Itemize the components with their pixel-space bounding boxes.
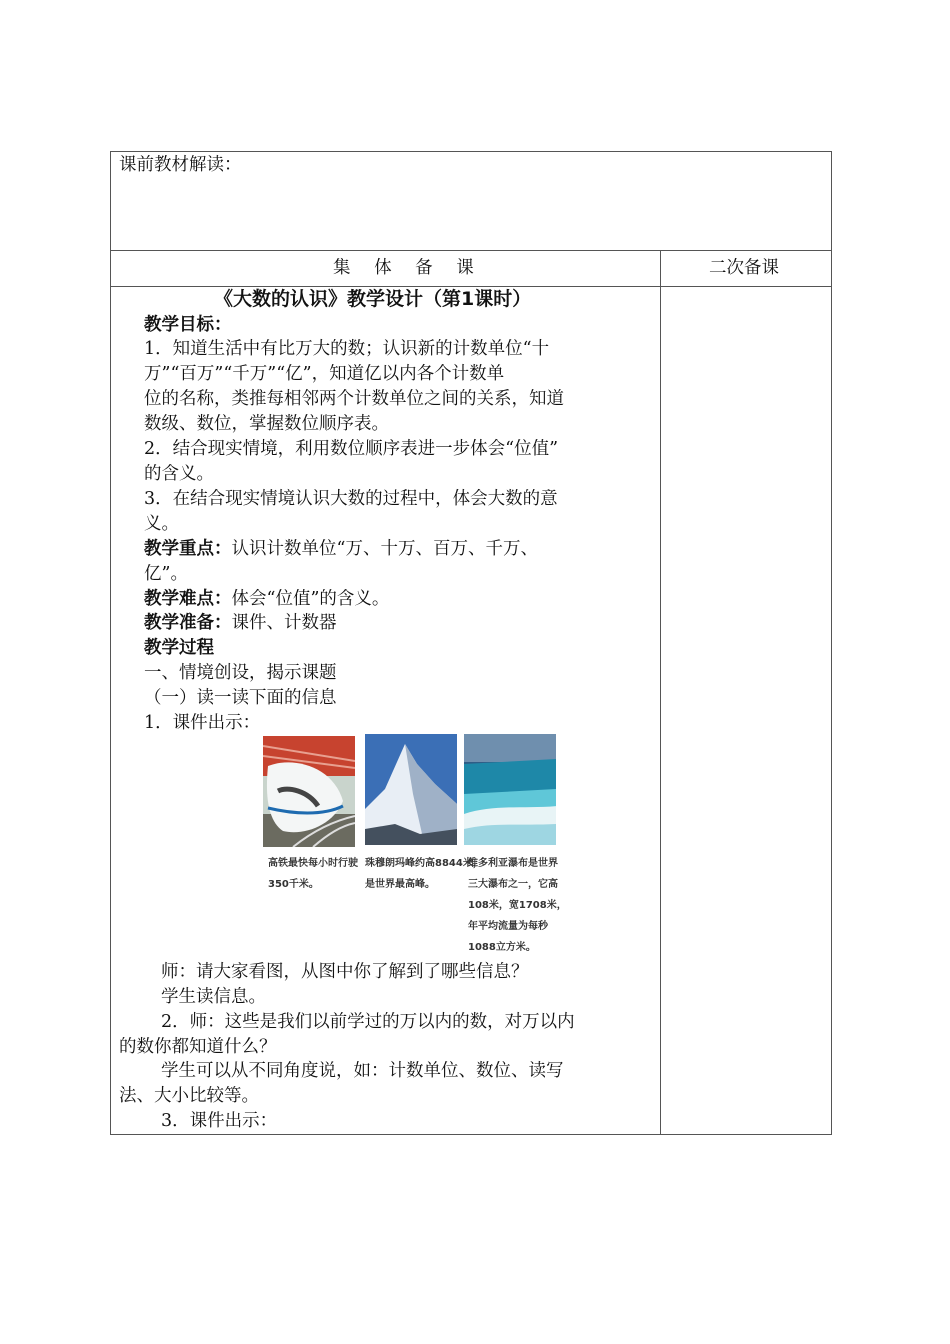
waterfall-image — [464, 734, 556, 845]
goals-heading: 教学目标： — [144, 315, 232, 335]
key-points — [144, 537, 538, 562]
step-3: 3．课件出示： — [161, 1111, 278, 1131]
key-points-label: 教学重点： — [144, 539, 232, 559]
train-caption: 高铁最快每小时行驶 350千米。 — [268, 858, 358, 890]
pre-reading-label: 课前教材解读： — [119, 155, 242, 175]
preparation-label: 教学准备： — [144, 613, 232, 633]
everest-caption: 珠穆朗玛峰约高8844米， 是世界最高峰。 — [365, 858, 483, 890]
student-answer-2: 学生可以从不同角度说，如：计数单位、数位、读写 — [161, 1061, 564, 1081]
student-answer-2-continued: 法、大小比较等。 — [119, 1086, 259, 1106]
difficulty-label: 教学难点： — [144, 589, 232, 609]
preparation — [144, 611, 337, 636]
key-points-text: 认识计数单位“万、十万、百万、千万、 — [231, 539, 538, 559]
column-divider — [660, 250, 661, 1134]
goal-line: 1．知道生活中有比万大的数；认识新的计数单位“十 — [144, 339, 550, 359]
teacher-question-2-continued: 的数你都知道什么？ — [119, 1037, 277, 1057]
row-divider-1 — [111, 250, 831, 251]
step-1: 1．课件出示： — [144, 713, 261, 733]
everest-image — [365, 734, 457, 845]
goal-line: 2．结合现实情境，利用数位顺序表进一步体会“位值” — [144, 439, 559, 459]
collective-prep-header: 集 体 备 课 — [333, 258, 483, 278]
key-points-continued: 亿”。 — [144, 564, 188, 584]
goal-line: 3．在结合现实情境认识大数的过程中，体会大数的意 — [144, 489, 558, 509]
difficulty — [144, 587, 389, 612]
teacher-question-1: 师：请大家看图，从图中你了解到了哪些信息？ — [161, 962, 529, 982]
goal-line: 数级、数位，掌握数位顺序表。 — [144, 414, 389, 434]
goal-line: 的含义。 — [144, 464, 214, 484]
train-image — [263, 736, 355, 847]
second-prep-header: 二次备课 — [709, 258, 779, 278]
teacher-question-2: 2．师：这些是我们以前学过的万以内的数，对万以内 — [161, 1012, 575, 1032]
student-answer-1: 学生读信息。 — [161, 987, 266, 1007]
process-heading: 教学过程 — [144, 638, 214, 658]
goal-line: 位的名称，类推每相邻两个计数单位之间的关系，知道 — [144, 389, 564, 409]
goal-line: 万”“百万”“千万”“亿”，知道亿以内各个计数单 — [144, 364, 505, 384]
preparation-text: 课件、计数器 — [231, 613, 337, 633]
section-heading: 一、情境创设，揭示课题 — [144, 663, 337, 683]
subsection-heading: （一）读一读下面的信息 — [144, 688, 337, 708]
goal-line: 义。 — [144, 514, 179, 534]
difficulty-text: 体会“位值”的含义。 — [231, 589, 390, 609]
waterfall-caption: 维多利亚瀑布是世界 三大瀑布之一，它高 108米，宽1708米， 年平均流量为每秒 1088立方米。 — [468, 858, 567, 953]
lesson-title: 《大数的认识》教学设计（第1课时） — [214, 288, 532, 310]
